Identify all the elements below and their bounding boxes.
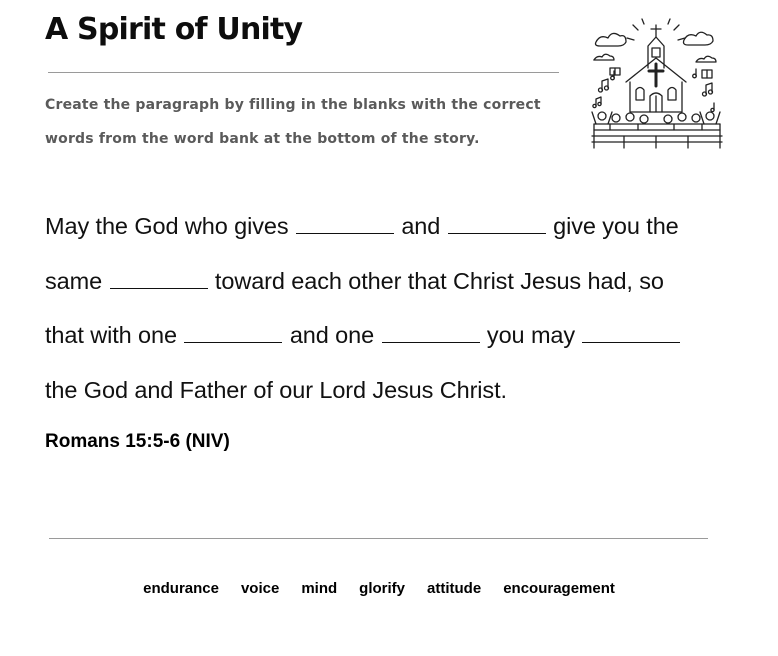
instructions (45, 88, 565, 156)
word-bank-divider (49, 538, 708, 539)
passage-text: that with one (45, 322, 184, 349)
fill-in-blank[interactable] (184, 322, 282, 343)
passage-line (45, 308, 735, 363)
instructions-line: words from the word bank at the bottom of the story. (45, 131, 480, 147)
passage-text: May the God who gives (45, 213, 295, 239)
passage-line (45, 199, 735, 254)
fill-in-blank[interactable] (296, 213, 394, 234)
instructions-line: Create the paragraph by filling in the blanks with the correct (45, 97, 541, 113)
passage-text: the God and Father of our Lord Jesus Christ. (45, 377, 507, 404)
fill-in-blank[interactable] (110, 268, 208, 289)
passage-line (45, 254, 735, 309)
passage-text: same (45, 267, 109, 294)
worksheet-title: A Spirit of Unity (45, 12, 303, 47)
church-choir-icon (588, 18, 726, 150)
word-bank-item: encouragement (503, 580, 615, 597)
passage-text: and (394, 213, 447, 239)
word-bank-item: voice (240, 580, 280, 597)
fill-in-blank[interactable] (448, 213, 546, 234)
passage-line (45, 363, 735, 418)
passage-text: you may (480, 322, 582, 349)
scripture-reference: Romans 15:5-6 (NIV) (45, 431, 230, 452)
passage-text: give you the (546, 213, 679, 239)
word-bank-item: glorify (359, 580, 406, 597)
word-bank-item: mind (301, 580, 338, 597)
passage-text: toward each other that Christ Jesus had, so (208, 267, 664, 294)
word-bank (0, 579, 758, 599)
passage-text: and one (283, 322, 381, 349)
fill-in-blank[interactable] (382, 322, 480, 343)
fill-in-blank[interactable] (582, 322, 680, 343)
title-divider (48, 72, 559, 73)
scripture-passage (45, 199, 735, 418)
word-bank-item: endurance (143, 580, 219, 597)
word-bank-item: attitude (427, 580, 482, 597)
